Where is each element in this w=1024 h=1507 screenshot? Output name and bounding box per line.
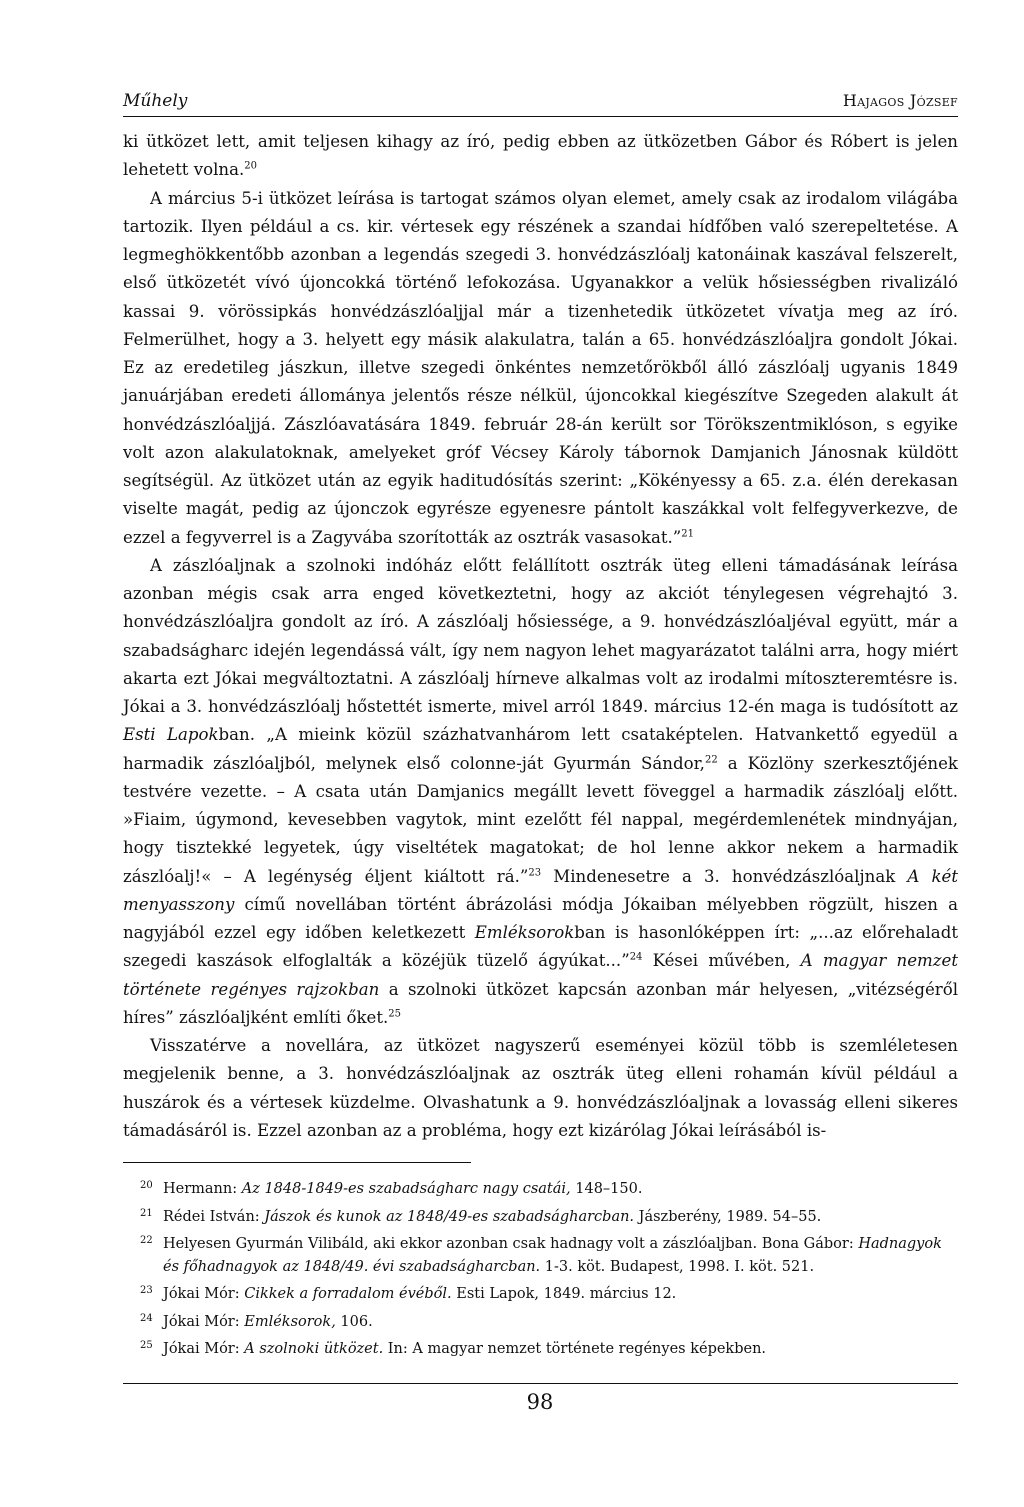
footnote-25: 25 Jókai Mór: A szolnoki ütközet. In: A magyar nemzet története regényes képekben. — [140, 1340, 767, 1357]
footnote-ref-24[interactable]: 24 — [629, 951, 643, 963]
paragraph-4: Visszatérve a novellára, az ütközet nagyszerű eseményei közül több is szemléletesen megjelenik benne, a 3. honvédzászlóaljnak az osztrák üteg elleni rohamán kívül például a huszárok és a vértesek küzdelme. Olvashatunk a 9. honvédzászlóaljnak a lovasság elleni sikeres támadásáról is. Ezzel azonban az a probléma, hogy ezt kizárólag Jókai leírásából is- — [123, 1036, 958, 1140]
footnote-20: 20 Hermann: Az 1848-1849-es szabadságharc nagy csatái, 148–150. — [140, 1180, 643, 1197]
footnote-separator — [123, 1162, 471, 1163]
bottom-rule — [123, 1383, 958, 1384]
main-text — [123, 128, 958, 1145]
section-title: Műhely — [123, 91, 188, 111]
footnote-ref-25[interactable]: 25 — [388, 1008, 402, 1020]
footnote-23: 23 Jókai Mór: Cikkek a forradalom évéből. Esti Lapok, 1849. március 12. — [140, 1285, 677, 1302]
footnote-24: 24 Jókai Mór: Emléksorok, 106. — [140, 1312, 373, 1330]
running-header — [123, 88, 958, 117]
paragraph-2: A március 5-i ütközet leírása is tartogat számos olyan elemet, amely csak az irodalom világába tartozik. Ilyen például a cs. kir. vértesek egy részének a szandai hídfőben való szerepeltetése. A legmeghökkentőbb azonban a legendás szegedi 3. honvédzászlóalj katonáinak kaszával felszerelt, első ütközetét vívó újoncokká történő lefokozása. Ugyanakkor a velük hősiességben rivalizáló kassai 9. vörössipkás honvédzászlóaljjal már a tizenhetedik ütközetet vívatja meg az író. Felmerülhet, hogy a 3. helyett egy másik alakulatra, talán a 65. honvédzászlóaljra gondolt Jókai. Ez az eredetileg jászkun, illetve szegedi önkéntes nemzetőrökből álló zászlóalj ugyanis 1849 januárjában eredeti állománya jelentős része nélkül, újoncokkal kiegészítve Szegeden alakult át honvédzászlóaljjá. Zászlóavatására 1849. február 28-án került sor Törökszentmiklóson, s egyike volt azon alakulatoknak, amelyeket gróf Vécsey Károly tábornok Damjanich Jánosnak küldött segítségül. Az ütközet után az egyik haditudósítás szerint: „Kökényessy a 65. z.a. élén derekasan viselte magát, pedig az újonczok egyrésze egyenesre pántolt kaszákkal volt felfegyverkezve, de ezzel a fegyverrel is a Zagyvába szorították az osztrák vasasokat.”$^{21}$ — [123, 188, 958, 547]
paragraph-1: ki ütközet lett, amit teljesen kihagy az író, pedig ebben az ütközetben Gábor és Róbert is jelen lehetett volna.$^{20}$ — [123, 132, 958, 180]
footnote-ref-22[interactable]: 22 — [704, 753, 718, 765]
footnotes — [123, 1178, 958, 1366]
footnote-ref-20[interactable]: 20 — [244, 160, 257, 172]
page-number: 98 — [526, 1390, 554, 1414]
author-name: Hajagos József — [842, 91, 958, 110]
footnote-22: 22 Helyesen Gyurmán Vilibáld, aki ekkor azonban csak hadnagy volt a zászlóaljban. Bona Gábor: Hadnagyok és főhadnagyok az 1848/49. évi szabadságharcban. 1-3. köt. Budapest, 1998. I. köt. 521. — [140, 1235, 942, 1275]
paragraph-3: A zászlóaljnak a szolnoki indóház előtt felállított osztrák üteg elleni támadásának leírása azonban mégis csak arra enged következtetni, hogy az akciót ténylegesen végrehajtó 3. honvédzászlóaljra gondolt az író. A zászlóalj hősiessége, a 9. honvédzászlóaljéval együtt, már a szabadságharc idején legendássá vált, így nem nagyon lehet magyarázatot találni arra, hogy miért akarta ezt Jókai megváltoztatni. A zászlóalj hírneve alkalmas volt az irodalmi mítoszteremtésre is. Jókai a 3. honvédzászlóalj hőstettét ismerte, mivel arról 1849. március 12-én maga is tudósított az Esti Lapokban. „A mieink közül százhatvanhárom lett csataképtelen. Hatvankettő egyedül a harmadik zászlóaljból, melynek első colonne-ját Gyurmán Sándor,$^{22}$ a Közlöny szerkesztőjének testvére vezette. – A csata után Damjanics megállt levett föveggel a harmadik zászlóalj előtt. »Fiaim, úgymond, kevesebben vagytok, mint ezelőtt fél nappal, megérdemlenétek mindnyájan, hogy tisztekké legyetek, úgy viseltétek magatokat; de hol lenne akkor nekem a harmadik zászlóalj!« – A legénység éljent kiáltott rá.”$^{23}$ Mindenesetre a 3. honvédzászlóaljnak A két menyasszony című novellában történt ábrázolási módja Jókaiban mélyebben rögzült, hiszen a nagyjából ezzel egy időben keletkezett Emléksorokban is hasonlóképpen írt: „...az előrehaladt szegedi kaszások elfoglalták a közéjük tüzelő ágyúkat...”$^{24}$ Kései művében, A magyar nemzet története regényes rajzokban a szolnoki ütközet kapcsán azonban már helyesen, „vitézségéről híres” zászlóaljként említi őket.$^{25}$ — [123, 555, 958, 1027]
footnote-ref-21[interactable]: 21 — [681, 527, 695, 539]
footnote-21: 21 Rédei István: Jászok és kunok az 1848/49-es szabadságharcban. Jászberény, 1989. 54–55. — [140, 1207, 822, 1225]
footnote-ref-23[interactable]: 23 — [528, 866, 542, 878]
